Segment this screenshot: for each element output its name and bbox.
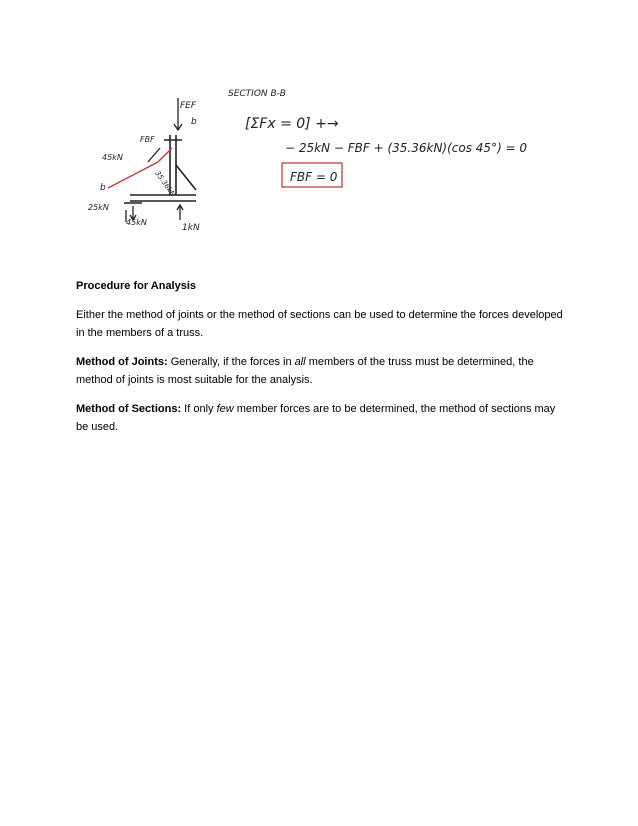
method-of-sections-label: Method of Sections:: [76, 402, 182, 415]
label-fef: FEF: [180, 101, 197, 111]
sections-text-2: member forces are to be determined, the method of sections may be used.: [76, 402, 556, 433]
handwritten-figure: [60, 70, 580, 245]
fbf-arrow: [148, 148, 160, 162]
intro-paragraph: Either the method of joints or the method of sections can be used to determine the forces developed in the members of a truss.: [76, 308, 563, 339]
label-b-top: b: [191, 117, 197, 127]
diagonal-member: [176, 165, 196, 190]
method-of-joints-paragraph: [76, 353, 566, 390]
label-member-35: 35.36kN: [153, 169, 177, 199]
method-of-joints-label: Method of Joints:: [76, 355, 168, 368]
joints-text-2: members of the truss must be determined, the method of joints is most suitable for the analysis.: [76, 355, 534, 386]
result-text: FBF = 0: [290, 170, 338, 184]
sections-text-1: If only: [181, 402, 217, 415]
section-heading: Procedure for Analysis: [76, 280, 197, 292]
equation-line: − 25kN − FBF + (35.36kN)(cos 45°) = 0: [285, 141, 528, 155]
document-body: [76, 277, 566, 447]
equation-header: [ΣFx = 0] +→: [245, 116, 339, 132]
label-load-1: 1kN: [182, 223, 200, 233]
free-body-diagram: [60, 70, 580, 245]
label-b-left: b: [100, 183, 106, 193]
section-cut-line: [108, 162, 158, 188]
label-load-25: 25kN: [88, 203, 109, 212]
method-of-sections-paragraph: [76, 400, 566, 437]
joints-emphasis: all: [294, 355, 306, 368]
label-load-45-left: 45kN: [102, 153, 123, 162]
section-label: SECTION B-B: [228, 89, 286, 99]
label-load-45-bottom: 45kN: [126, 218, 147, 227]
joints-text-1: Generally, if the forces in: [167, 355, 295, 368]
label-fbf: FBF: [140, 135, 155, 144]
sections-emphasis: few: [216, 402, 234, 415]
